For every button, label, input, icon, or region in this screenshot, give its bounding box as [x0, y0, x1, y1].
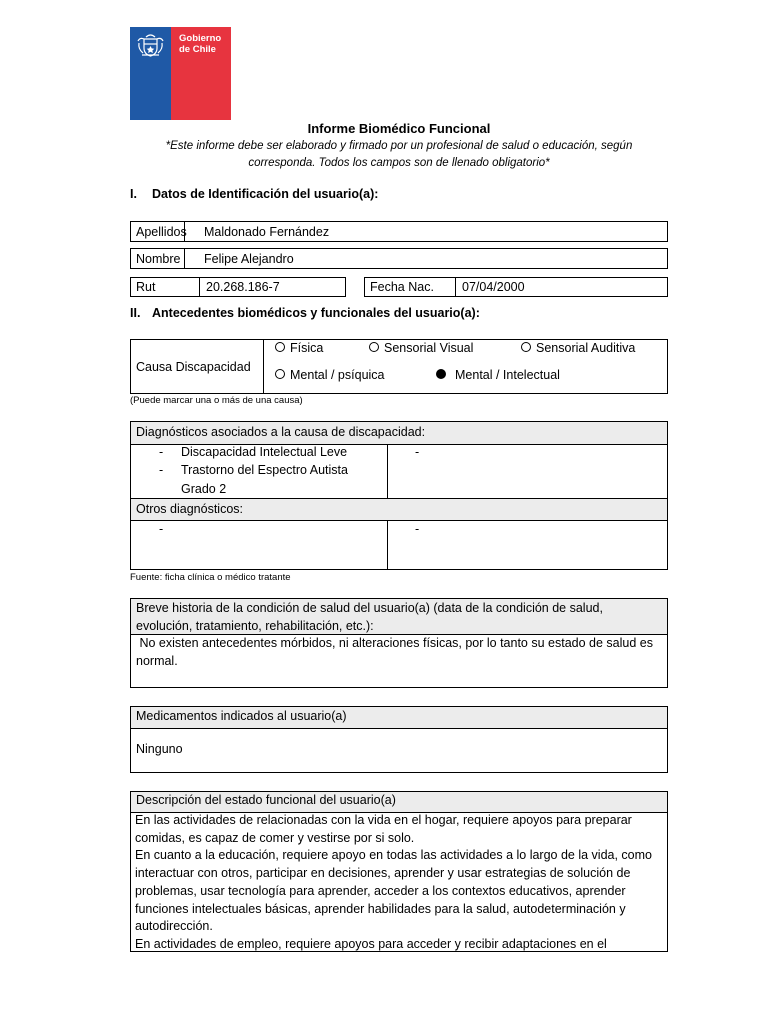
- source-note: Fuente: ficha clínica o médico tratante: [130, 572, 291, 583]
- radio-empty-icon[interactable]: [275, 369, 285, 379]
- page-subtitle: *Este informe debe ser elaborado y firmado por un profesional de salud o educación, según corresponda. Todos los campos son de llenado obligatorio*: [165, 140, 633, 169]
- rut-field[interactable]: 20.268.186-7: [206, 280, 280, 294]
- section-1-heading: [130, 187, 378, 201]
- medicamentos-header: Medicamentos indicados al usuario(a): [136, 709, 347, 723]
- nombre-label: Nombre: [136, 251, 181, 266]
- rut-row: [130, 277, 346, 297]
- causa-discapacidad-box: [130, 339, 668, 394]
- historia-header-line-1: Breve historia de la condición de salud del usuario(a) (data de la condición de salud,: [136, 601, 603, 615]
- coat-of-arms-icon: [134, 31, 167, 59]
- historia-box: [130, 598, 668, 688]
- nombre-row: [130, 248, 668, 269]
- logo-line-1: Gobierno: [179, 33, 222, 44]
- section-1-number: I.: [130, 187, 137, 201]
- diagnosticos-box: Diagnósticos asociados a la causa de discapacidad: - Discapacidad Intelectual Leve - Trastorno del Espectro Autista Grado 2 - Otros diagnósticos: - -: [130, 421, 668, 570]
- otros-diagnostico-dash: -: [159, 522, 164, 536]
- estado-funcional-text[interactable]: En las actividades de relacionadas con la vida en el hogar, requiere apoyos para preparar comidas, es capaz de comer y vestirse por si solo. En cuanto a la educación, requiere apoyo en todas las actividades a lo largo de la vida, como interactuar con otros, participar en decisiones, aprender y usar estrategias de solución de problemas, usar tecnología para aprender, acceder a los contextos educativos, aprender funciones intelectuales básicas, aprender habilidades para la salud, autodeterminación y autodirección. En actividades de empleo, requiere apoyos para acceder y recibir adaptaciones en el: [135, 813, 652, 951]
- otros-diagnostico-right-dash: -: [415, 522, 420, 536]
- diagnostico-item: Trastorno del Espectro Autista: [181, 463, 348, 477]
- causa-discapacidad-label: Causa Discapacidad: [136, 359, 251, 374]
- historia-text[interactable]: No existen antecedentes mórbidos, ni alteraciones físicas, por lo tanto su estado de salud es normal.: [136, 636, 653, 668]
- option-fisica[interactable]: Física: [275, 341, 323, 355]
- fecha-nac-label: Fecha Nac.: [370, 280, 434, 294]
- diagnostico-right-dash: -: [415, 445, 420, 459]
- rut-label: Rut: [136, 280, 156, 294]
- historia-header-line-2: evolución, tratamiento, rehabilitación, etc.):: [136, 618, 374, 633]
- diagnostico-item: Discapacidad Intelectual Leve: [181, 445, 348, 459]
- option-mental-psiquica[interactable]: Mental / psíquica: [275, 368, 385, 382]
- diagnostico-item: Grado 2: [181, 482, 227, 496]
- page-title: Informe Biomédico Funcional: [307, 121, 491, 136]
- logo-line-2: de Chile: [179, 44, 216, 55]
- fecha-nac-row: [364, 277, 668, 297]
- option-sensorial-visual[interactable]: Sensorial Visual: [369, 341, 473, 355]
- otros-diagnosticos-header: Otros diagnósticos:: [136, 502, 243, 516]
- nombre-field[interactable]: Felipe Alejandro: [204, 251, 294, 266]
- apellidos-label: Apellidos: [136, 224, 187, 239]
- estado-funcional-header: Descripción del estado funcional del usuario(a): [136, 793, 396, 807]
- estado-funcional-box: [130, 791, 668, 952]
- medicamentos-value[interactable]: Ninguno: [136, 742, 183, 756]
- apellidos-field[interactable]: Maldonado Fernández: [204, 224, 330, 239]
- medicamentos-box: [130, 706, 668, 773]
- radio-empty-icon[interactable]: [521, 342, 531, 352]
- gobierno-de-chile-logo: [130, 27, 231, 120]
- section-2-number: II.: [130, 306, 141, 320]
- radio-empty-icon[interactable]: [275, 342, 285, 352]
- section-1-title: Datos de Identificación del usuario(a):: [152, 187, 379, 201]
- diagnosticos-header: Diagnósticos asociados a la causa de discapacidad:: [136, 425, 426, 439]
- section-2-heading: [130, 306, 480, 320]
- fecha-nac-field[interactable]: 07/04/2000: [462, 280, 525, 294]
- radio-empty-icon[interactable]: [369, 342, 379, 352]
- radio-filled-icon[interactable]: [436, 369, 446, 379]
- section-2-title: Antecedentes biomédicos y funcionales del usuario(a):: [152, 306, 480, 320]
- apellidos-row: [130, 221, 668, 242]
- causa-note: (Puede marcar una o más de una causa): [130, 395, 303, 406]
- option-sensorial-auditiva[interactable]: Sensorial Auditiva: [521, 341, 635, 355]
- option-mental-intelectual[interactable]: Mental / Intelectual: [436, 368, 560, 382]
